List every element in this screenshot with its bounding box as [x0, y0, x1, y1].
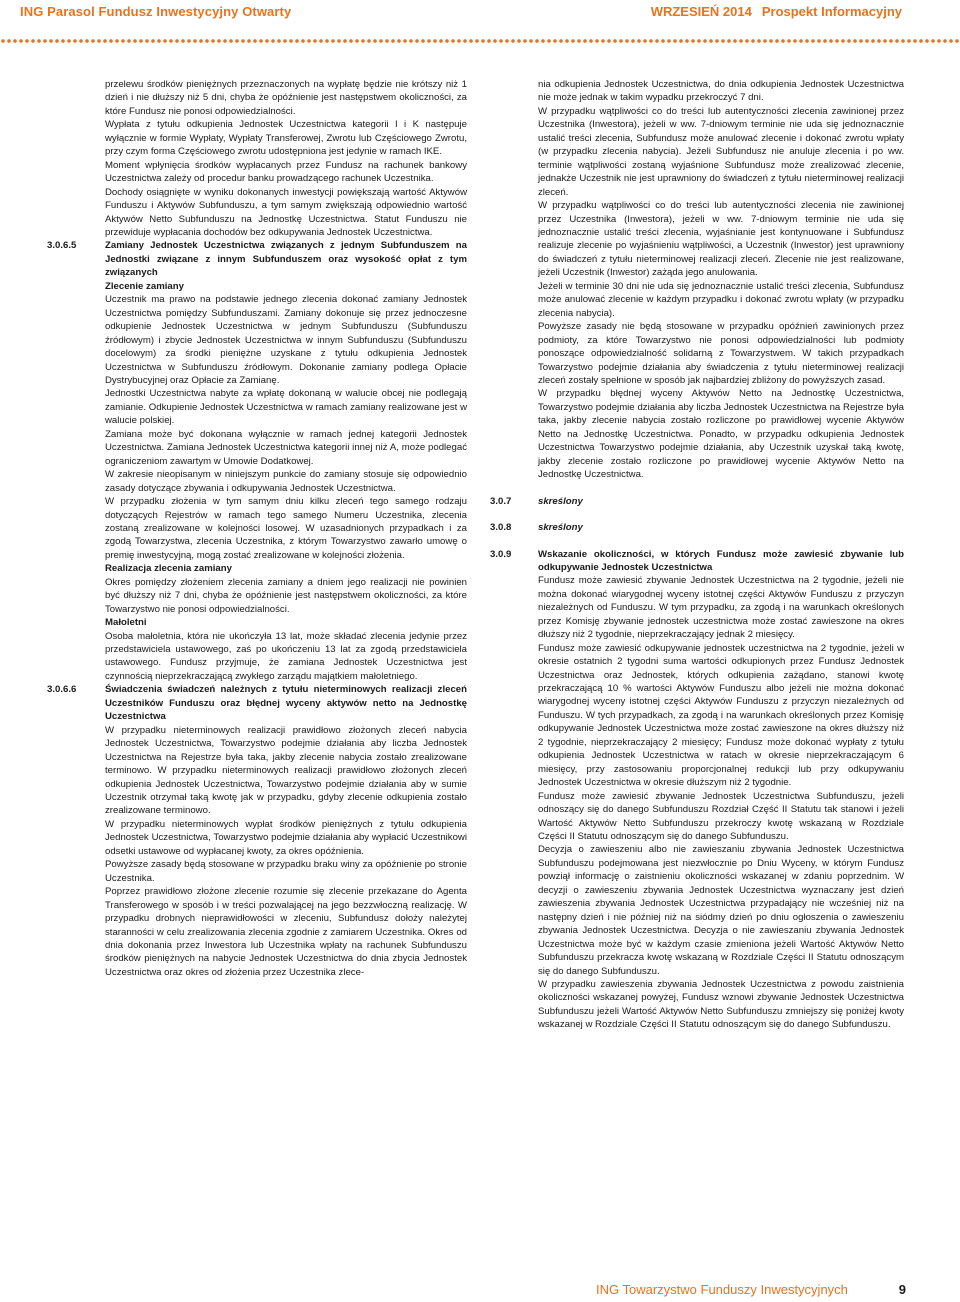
paragraph: Powyższe zasady nie będą stosowane w przypadku opóźnień zawinionych przez podmioty, za które Towarzystwo nie ponosi odpowiedzialności lub podmioty ponoszące odpowiedzialność solidarną z Towarzystwem. W takich przypadkach Towarzystwo podejmie działania aby świadczenia z tytułu nieterminowej realizacji zleceń zostały spełnione w sposób jak najbardziej zbliżony do powyższych zasad.: [538, 321, 904, 386]
paragraph: Zamiana może być dokonana wyłącznie w ramach jednej kategorii Jednostek Uczestnictwa. Zamiana Jednostek Uczestnictwa kategorii innej niż A, może podlegać ograniczeniom zawartym w Umowie Dodatkowej.: [105, 428, 467, 467]
paragraph: W przypadku zawieszenia zbywania Jednostek Uczestnictwa z powodu zaistnienia okoliczności wskazanej powyżej, Fundusz wznowi zbywanie Jednostek Uczestnictwa Subfunduszu jeżeli Wartość Aktywów Netto Subfunduszu zmniejszy się poniżej kwoty wskazanej w Rozdziale Części II Statutu odnoszącym się do danego Subfunduszu.: [538, 979, 904, 1031]
paragraph: Decyzja o zawieszeniu albo nie zawieszaniu zbywania Jednostek Uczestnictwa Subfunduszu podejmowana jest niezwłocznie po Dniu Wyceny, w którym Fundusz powziął informację o zaistnieniu okoliczności wskazanej w zdaniu poprzednim. W decyzji o zawieszeniu zbywania Jednostek Uczestnictwa wyznaczany jest dzień zawieszenia zbywania Jednostek Uczestnictwa przypadający nie wcześniej niż na następny dzień i nie później niż na siódmy dzień po dniu ogłoszenia o zawieszeniu zbywania Jednostek Uczestnictwa. Decyzja o nie zawieszaniu zbywania Jednostek Uczestnictwa może być w każdym czasie zmieniona jeżeli Wartość Aktywów Netto Subfunduszu przekracza kwotę wskazaną w Rozdziale Części II Statutu odnoszącym się do danego Subfunduszu.: [538, 844, 904, 977]
section-3-0-6-6: [47, 683, 467, 979]
header-right: [651, 4, 902, 19]
section-number: 3.0.6.5: [47, 240, 77, 252]
paragraph: Okres pomiędzy złożeniem zlecenia zamiany a dniem jego realizacji nie powinien być dłuższy niż 7 dni, chyba że opóźnienie jest następstwem okoliczności, za które Towarzystwo nie ponosi odpowiedzialności.: [105, 576, 467, 615]
section-number: 3.0.9: [490, 548, 512, 560]
fund-name: ING Parasol Fundusz Inwestycyjny Otwarty: [20, 4, 292, 19]
section-number: 3.0.8: [490, 522, 512, 534]
section-number: 3.0.6.6: [47, 684, 77, 696]
paragraph: W zakresie nieopisanym w niniejszym punkcie do zamiany stosuje się odpowiednio zasady dotyczące zbywania i odkupywania Jednostek Uczestnictwa.: [105, 469, 467, 494]
section-title: Wskazanie okoliczności, w których Fundusz może zawiesić zbywanie lub odkupywanie Jednostek Uczestnictwa: [538, 548, 904, 573]
section-title: skreślony: [538, 522, 583, 534]
paragraph: Dochody osiągnięte w wyniku dokonanych inwestycji powiększają wartość Aktywów Funduszu i Aktywów Subfunduszu, a tym samym zwiększają odpowiednio wartość Aktywów Netto Subfunduszu na Jednostkę Uczestnictwa. Statut Funduszu nie przewiduje wypłacania dochodów bez odkupywania Jednostek Uczestnictwa.: [105, 186, 467, 238]
subheading-realizacja: Realizacja zlecenia zamiany: [105, 563, 232, 575]
footer-company: ING Towarzystwo Funduszy Inwestycyjnych: [596, 1282, 848, 1297]
paragraph: Fundusz może zawiesić zbywanie Jednostek Uczestnictwa Subfunduszu, jeżeli odnoszący się do danego Subfunduszu Rozdział Część II Statutu tak stanowi i jeżeli Wartość Aktywów Netto Subfunduszu przekroczy kwotę wskazaną w Rozdziale Części II Statutu odnoszącym się do danego Subfunduszu.: [538, 790, 904, 843]
paragraph: Fundusz może zawiesić zbywanie Jednostek Uczestnictwa na 2 tygodnie, jeżeli nie można dokonać wiarygodnej wyceny istotnej części Aktywów Funduszu z przyczyn niezależnych od Funduszu. W tym przypadku, za zgodą i na warunkach określonych przez Komisję zbywanie jednostek uczestnictwa może zostać zawieszone na okres dłuższy niż 2 tygodnie, nieprzekraczający jednak 2 miesięcy.: [538, 575, 904, 641]
left-column: [47, 78, 467, 979]
paragraph: Wypłata z tytułu odkupienia Jednostek Uczestnictwa kategorii I i K następuje wyłącznie w formie Wypłaty, Wypłaty Transferowej, Zwrotu lub Częściowego Zwrotu, przy czym forma Częściowego zwrotu udostępniona jest jedynie w ramach IKE.: [105, 119, 467, 158]
right-column: [490, 78, 904, 1032]
paragraph: Jednostki Uczestnictwa nabyte za wpłatę dokonaną w walucie obcej nie podlegają zamianie. Odkupienie Jednostek Uczestnictwa w ramach zamiany realizowane jest w walucie polskiej.: [105, 388, 467, 427]
paragraph: Poprzez prawidłowo złożone zlecenie rozumie się zlecenie przekazane do Agenta Transferowego w sposób i w treści pozwalającej na jego bezzwłoczną realizację. W przypadku drobnych nieprawidłowości w zleceniu, Subfundusz dołoży należytej staranności w celu zrealizowania zlecenia zgodnie z zamiarem Uczestnika. Okres od dnia dokonania przez Inwestora lub Uczestnika wpłaty na rachunek Subfunduszu środków pieniężnych na nabycie Jednostek Uczestnictwa do dnia zbycia Jednostek Uczestnictwa oraz okres od złożenia przez Uczestnika zlece-: [105, 886, 467, 978]
page-number: 9: [898, 1282, 906, 1297]
page-footer: [596, 1282, 906, 1297]
page-header: [0, 0, 960, 30]
dotted-divider: [0, 38, 960, 44]
paragraph: W przypadku wątpliwości co do treści lub autentyczności zlecenia zawinionej przez Uczestnika (Inwestora), jeżeli w ww. 7-dniowym terminie nie uda się jednoznacznie ustalić treści zlecenia, Subfundusz może anulować zlecenie i dokonać zwrotu wpłaty (w przypadku zlecenia nabycia). Jeżeli Subfundusz nie anuluje zlecenia i po ww. terminie wątpliwości zostaną wyjaśnione Subfundusz może zrealizować zlecenie, jednakże Uczestnik nie jest uprawniony do świadczeń z tytułu nieterminowej realizacji zleceń.: [538, 105, 904, 198]
header-date: WRZESIEŃ 2014: [650, 4, 752, 19]
paragraph: W przypadku błędnej wyceny Aktywów Netto na Jednostkę Uczestnictwa, Towarzystwo podejmie działania aby liczba Jednostek Uczestnictwa na Rejestrze była taka, jakby zlecenie nabycia zostało rozliczone po prawidłowej wycenie Aktywów Netto na Jednostkę Uczestnictwa. Ponadto, w przypadku odkupienia Jednostek Uczestnictwa Towarzystwo podejmie działania, aby Uczestnik uzyskał taką kwotę, jakby zlecenie zostało rozliczone po prawidłowej wycenie Aktywów Netto na Jednostkę Uczestnictwa.: [538, 388, 904, 481]
section-title: skreślony: [538, 495, 583, 507]
paragraph: Osoba małoletnia, która nie ukończyła 13 lat, może składać zlecenia jedynie przez przedstawiciela ustawowego, zaś po ukończeniu 13 lat za zgodą przedstawiciela ustawowego. Fundusz przyjmuje, że zamiana Jednostek Uczestnictwa jest czynnością nieprzekraczającą zwykłego zarządu majątkiem małoletniego.: [105, 630, 467, 682]
section-number: 3.0.7: [490, 495, 512, 507]
paragraph: Jeżeli w terminie 30 dni nie uda się jednoznacznie ustalić treści zlecenia, Subfundusz może anulować zlecenie w każdym przypadku i dokonać zwrotu wpłaty (w przypadku zlecenia nabycia).: [538, 280, 904, 319]
paragraph: W przypadku nieterminowych realizacji prawidłowo złożonych zleceń nabycia Jednostek Uczestnictwa, Towarzystwo podejmie działania aby liczba Jednostek Uczestnictwa na Rejestrze była taka, jakby zlecenie nabycia zostało zrealizowane terminowo. W przypadku nieterminowych realizacji prawidłowo złożonych zleceń odkupienia Jednostek Uczestnictwa, Towarzystwo podejmie działania aby w sumie Uczestnik otrzymał taką kwotę jak w przypadku, gdyby zlecenie odkupienia zostało zrealizowane terminowo.: [105, 724, 467, 817]
section-3-0-8: [490, 521, 904, 534]
paragraph: Powyższe zasady będą stosowane w przypadku braku winy za opóźnienie po stronie Uczestnika.: [105, 859, 467, 884]
subheading-zlecenie-zamiany: Zlecenie zamiany: [105, 280, 184, 292]
paragraph: Moment wpłynięcia środków wypłacanych przez Fundusz na rachunek bankowy Uczestnictwa zależy od procedur banku prowadzącego rachunek Uczestnika.: [105, 159, 467, 185]
paragraph: W przypadku złożenia w tym samym dniu kilku zleceń tego samego rodzaju dotyczących Rejestrów w ramach tego samego Numeru Uczestnika, zlecenia zostaną zrealizowane w kolejności losowej. W uzasadnionych przypadkach i za zgodą Towarzystwa, zlecenia Uczestnika, z którym Towarzystwo zawarło umowę o premię inwestycyjną, mogą zostać zrealizowane w kolejności złożenia.: [105, 496, 467, 561]
section-title: Świadczenia świadczeń należnych z tytułu nieterminowych realizacji zleceń Uczestników Funduszu oraz błędnej wyceny aktywów netto na Jednostkę Uczestnictwa: [105, 684, 467, 723]
section-3-0-6-5: [47, 239, 467, 683]
paragraph: przelewu środków pieniężnych przeznaczonych na wypłatę będzie nie krótszy niż 1 dzień i nie dłuższy niż 5 dni, chyba że opóźnienie jest następstwem okoliczności, za które Fundusz nie ponosi odpowiedzialności.: [105, 79, 467, 117]
section-title: Zamiany Jednostek Uczestnictwa związanych z jednym Subfunduszem na Jednostki związane z innym Subfunduszem oraz wysokość opłat z tym związanych: [105, 240, 467, 279]
subheading-maloletni: Małoletni: [105, 617, 147, 629]
paragraph: W przypadku nieterminowych wypłat środków pieniężnych z tytułu odkupienia Jednostek Uczestnictwa, Towarzystwo podejmie działania aby wypłacić Uczestnikowi odsetki ustawowe od wypłacanej kwoty, za okres opóźnienia.: [105, 818, 467, 857]
header-doc-title: Prospekt Informacyjny: [761, 4, 902, 19]
paragraph: nia odkupienia Jednostek Uczestnictwa, do dnia odkupienia Jednostek Uczestnictwa nie może jednak w takim wypadku przekroczyć 7 dni.: [538, 79, 904, 104]
section-3-0-7: [490, 495, 904, 508]
paragraph: W przypadku wątpliwości co do treści lub autentyczności zlecenia nie zawinionej przez Uczestnika (Inwestora), jeżeli w ww. 7-dniowym terminie nie uda się jednoznacznie ustalić treści zlecenia, wyjaśnianie jest kontynuowane i Subfundusz realizuje zlecenie po wyjaśnieniu wątpliwości, a Uczestnik (Inwestor) jest uprawniony do świadczeń z tytułu nieterminowej realizacji zleceń. Zlecenie nie jest realizowane, jeżeli Uczestnik (Inwestor) zażąda jego anulowania.: [538, 200, 904, 279]
paragraph: Uczestnik ma prawo na podstawie jednego zlecenia dokonać zamiany Jednostek Uczestnictwa pomiędzy Subfunduszami. Zamiany dokonuje się przez jednoczesne odkupienie Jednostek Uczestnictwa w jednym Subfunduszu (Subfunduszu źródłowym) i zbycie Jednostek Uczestnictwa w innym Subfunduszu (Subfunduszu docelowym) za środki pieniężne uzyskane z tytułu odkupienia Jednostek Uczestnictwa w Subfunduszu źródłowym. Dokonanie zamiany podlega Opłacie Dystrybucyjnej oraz Opłacie za Zamianę.: [105, 294, 467, 386]
section-3-0-9: [490, 548, 904, 1032]
paragraph: Fundusz może zawiesić odkupywanie jednostek uczestnictwa na 2 tygodnie, jeżeli w okresie ostatnich 2 tygodni suma wartości odkupionych przez Fundusz Jednostek Uczestnictwa oraz Jednostek, których odkupienia zażądano, stanowi kwotę przekraczającą 10 % wartości Aktywów Funduszu albo jeżeli nie można dokonać wiarygodnej wyceny istotnej części Aktywów Funduszu z przyczyn niezależnych od Funduszu. W tych przypadkach, za zgodą i na warunkach określonych przez Komisję odkupywanie Jednostek Uczestnictwa może zostać zawieszone na okres dłuższy niż 2 tygodnie, nieprzekraczający 2 miesięcy; Fundusz może dokonać wypłaty z tytułu odkupienia Jednostek Uczestnictwa w ratach w okresie nieprzekraczającym 6 miesięcy, przy zastosowaniu proporcjonalnej redukcji lub przy odkupywaniu Jednostek Uczestnictwa w okresie dłuższym niż 2 tygodnie.: [538, 642, 904, 789]
